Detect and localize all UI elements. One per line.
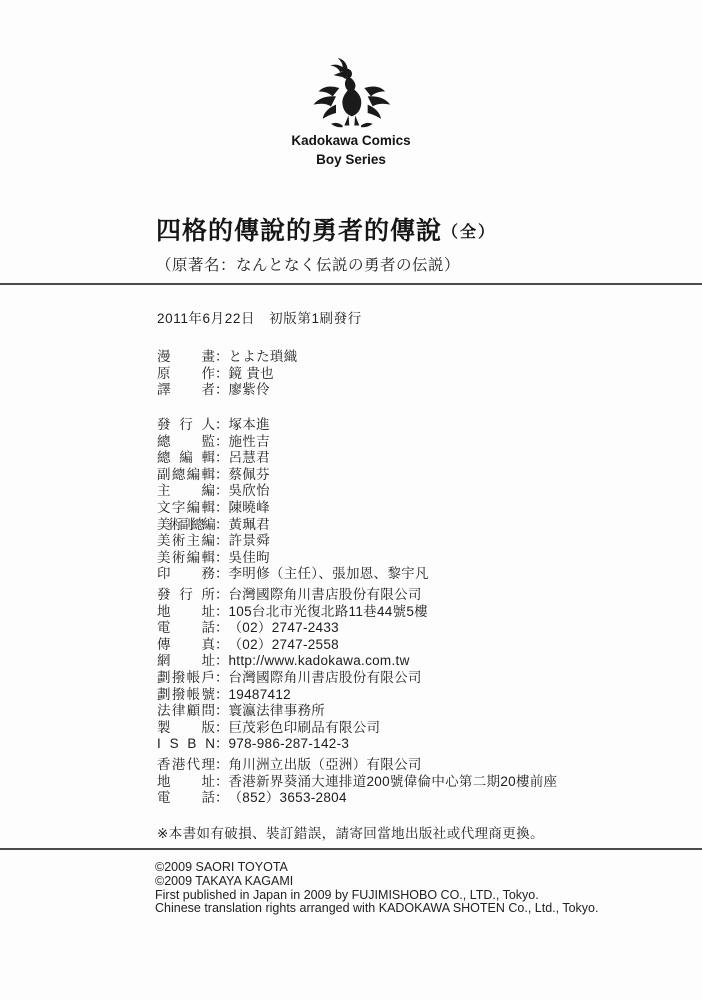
copyright-line: Chinese translation rights arranged with KADOKAWA SHOTEN Co., Ltd., Tokyo. <box>155 901 599 916</box>
hk-agent-row <box>157 790 557 807</box>
publisher-row <box>157 703 428 720</box>
field-separator: ： <box>215 773 229 789</box>
field-label: 文字編輯 <box>157 499 215 515</box>
field-separator: ： <box>215 516 229 532</box>
field-label: 漫 畫 <box>157 349 215 364</box>
field-separator: ： <box>215 669 229 685</box>
copyright-line: First published in Japan in 2009 by FUJIMISHOBO CO., LTD., Tokyo. <box>155 887 539 902</box>
field-separator: ： <box>215 349 229 364</box>
hk-agent-row <box>157 757 557 774</box>
field-separator: ： <box>215 653 229 669</box>
field-label: 譯 者 <box>157 382 215 398</box>
field-separator: ： <box>215 636 229 652</box>
credit-row <box>157 349 298 366</box>
publisher-row <box>157 687 428 704</box>
hk-agent-row <box>157 774 557 791</box>
field-value: 李明修（主任）、張加恩、黎宇凡 <box>228 566 429 582</box>
divider-top <box>0 283 702 285</box>
field-value: 105台北市光復北路11巷44號5樓 <box>228 603 428 619</box>
field-label: 地 址 <box>157 773 215 789</box>
field-label: 地 址 <box>157 603 215 619</box>
field-label: 美術副總編 <box>157 516 214 532</box>
credit-row <box>157 500 429 517</box>
field-value: （852）3653-2804 <box>228 790 347 806</box>
staff-block <box>157 417 429 583</box>
field-label: 香港代理 <box>157 757 215 772</box>
field-value: 蔡佩芬 <box>228 466 270 482</box>
field-separator: ： <box>215 587 229 602</box>
field-label: 主 編 <box>157 483 215 499</box>
field-label: 劃撥帳號 <box>157 686 215 702</box>
field-label: 製 版 <box>157 719 215 735</box>
field-value: 廖紫伶 <box>228 382 270 398</box>
field-label: 傳 真 <box>157 636 215 652</box>
publisher-row <box>157 604 428 621</box>
credit-row <box>157 434 429 451</box>
field-value: 陳曉峰 <box>228 499 270 515</box>
field-label: 原 作 <box>157 365 215 381</box>
field-separator: ： <box>215 620 229 636</box>
field-separator: ： <box>215 790 229 806</box>
field-value: http://www.kadokawa.com.tw <box>228 653 410 669</box>
copyright-line: ©2009 SAORI TOYOTA <box>155 860 288 874</box>
field-separator: ： <box>215 450 229 466</box>
field-value: 黃珮君 <box>228 516 270 532</box>
field-label: 副總編輯 <box>157 466 215 482</box>
field-value: 呂慧君 <box>228 450 270 466</box>
publisher-logo-block <box>0 56 702 168</box>
field-label: 網 址 <box>157 653 215 669</box>
credit-row <box>157 566 429 583</box>
field-separator: ： <box>215 719 229 735</box>
field-value: （02）2747-2433 <box>228 620 339 636</box>
creators-block <box>157 349 298 399</box>
field-separator: ： <box>215 382 229 398</box>
credit-row <box>157 533 429 550</box>
credit-row <box>157 467 429 484</box>
credit-row <box>157 382 298 399</box>
field-label: 電 話 <box>157 620 215 636</box>
field-value: 香港新界葵涌大連排道200號偉倫中心第二期20樓前座 <box>228 773 558 789</box>
publisher-row <box>157 587 428 604</box>
field-value: （02）2747-2558 <box>228 636 339 652</box>
field-separator: ： <box>215 603 229 619</box>
field-separator: ： <box>215 483 229 499</box>
field-label: 總 監 <box>157 433 215 449</box>
field-label: 美術編輯 <box>157 549 215 565</box>
field-value: 塚本進 <box>228 417 270 432</box>
book-title-main: 四格的傳說的勇者的傳說 <box>156 217 443 245</box>
field-value: 19487412 <box>228 686 291 702</box>
hk-agent-block <box>157 757 557 807</box>
divider-bottom <box>0 848 702 850</box>
title-block <box>156 211 496 275</box>
field-value: 施性吉 <box>228 433 270 449</box>
field-value: 角川洲立出版（亞洲）有限公司 <box>228 757 422 772</box>
field-value: 台灣國際角川書店股份有限公司 <box>228 587 422 602</box>
field-label: I S B N <box>157 736 215 752</box>
field-label: 總 編 輯 <box>157 450 215 466</box>
credit-row <box>157 417 429 434</box>
field-value: 吳欣怡 <box>228 483 270 499</box>
copyright-block <box>155 861 598 916</box>
publisher-row <box>157 620 428 637</box>
field-label: 發 行 所 <box>157 587 215 602</box>
field-value: 吳佳昫 <box>228 549 270 565</box>
publisher-row <box>157 670 428 687</box>
field-value: とよた瑣織 <box>228 349 298 364</box>
publisher-row <box>157 637 428 654</box>
field-value: 巨茂彩色印刷品有限公司 <box>228 719 381 735</box>
kadokawa-phoenix-icon <box>301 56 401 130</box>
field-label: 劃撥帳戶 <box>157 669 215 685</box>
field-separator: ： <box>215 686 229 702</box>
field-separator: ： <box>215 365 229 381</box>
field-separator: ： <box>215 703 229 719</box>
field-separator: ： <box>215 566 229 582</box>
field-separator: ： <box>215 549 229 565</box>
credit-row <box>157 483 429 500</box>
publisher-row <box>157 736 428 753</box>
field-separator: ： <box>215 433 229 449</box>
field-value: 鏡 貴也 <box>228 365 274 381</box>
credit-row <box>157 450 429 467</box>
publisher-block <box>157 587 428 753</box>
publisher-row <box>157 720 428 737</box>
field-label: 電 話 <box>157 790 215 806</box>
field-separator: ： <box>215 417 229 432</box>
field-separator: ： <box>215 499 229 515</box>
logo-series-name-line1: Kadokawa Comics <box>291 133 411 148</box>
edition-date: 2011年6月22日 初版第1刷發行 <box>157 311 362 326</box>
field-label: 法律顧問 <box>157 703 215 719</box>
field-value: 寰瀛法律事務所 <box>228 703 326 719</box>
original-title: （原著名：なんとなく伝説の勇者の伝説） <box>156 257 461 274</box>
credit-row <box>157 517 429 534</box>
field-label: 印 務 <box>157 566 215 582</box>
credit-row <box>157 366 298 383</box>
credit-row <box>157 550 429 567</box>
book-title-volume: （全） <box>442 224 497 241</box>
field-separator: ： <box>215 757 229 772</box>
logo-series-name-line2: Boy Series <box>316 152 386 167</box>
field-label: 美術主編 <box>157 533 215 549</box>
field-separator: ： <box>215 736 229 752</box>
book-title <box>156 211 496 247</box>
field-separator: ： <box>215 466 229 482</box>
replacement-notice: ※本書如有破損、裝訂錯誤，請寄回當地出版社或代理商更換。 <box>157 826 545 841</box>
field-value: 台灣國際角川書店股份有限公司 <box>228 669 422 685</box>
field-value: 978-986-287-142-3 <box>228 736 350 752</box>
publisher-row <box>157 653 428 670</box>
copyright-line: ©2009 TAKAYA KAGAMI <box>155 873 294 888</box>
field-value: 許景舜 <box>228 533 270 549</box>
field-label: 發 行 人 <box>157 417 215 432</box>
field-separator: ： <box>215 533 229 549</box>
